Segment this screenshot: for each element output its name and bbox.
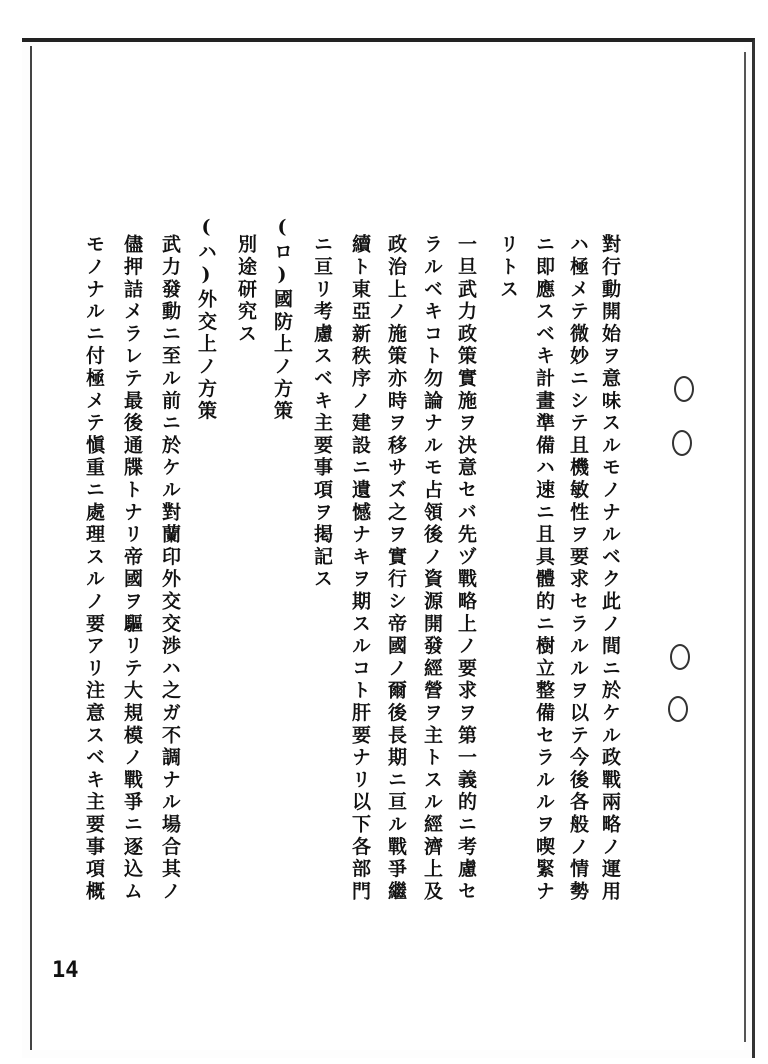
text-column-1: 對行動開始ヲ意味スルモノナルベク此ノ間ニ於ケル政戰兩略ノ運用 bbox=[599, 234, 621, 903]
text-column-7: 政治上ノ施策亦時ヲ移サズ之ヲ實行シ帝國ノ爾後長期ニ亘ル戰爭繼 bbox=[385, 234, 407, 903]
text-column-13: 武力發動ニ至ル前ニ於ケル對蘭印外交交渉ハ之ガ不調ナル場合其ノ bbox=[159, 234, 181, 903]
punch-hole-mark bbox=[672, 430, 692, 456]
punch-hole-mark bbox=[668, 696, 688, 722]
text-column-6: ラルベキコト勿論ナルモ占領後ノ資源開發經營ヲ主トスル經濟上及 bbox=[421, 234, 443, 903]
punch-hole-mark bbox=[674, 376, 694, 402]
text-column-5: 一旦武力政策實施ヲ決意セバ先ヅ戰略上ノ要求ヲ第一義的ニ考慮セ bbox=[455, 234, 477, 903]
document-page bbox=[30, 46, 744, 1050]
text-column-2: ハ極メテ微妙ニシテ且機敏性ヲ要求セラルルヲ以テ今後各般ノ情勢 bbox=[567, 234, 589, 903]
text-column-14: 儘押詰メラレテ最後通牒トナリ帝國ヲ驅リテ大規模ノ戰爭ニ逐込ム bbox=[121, 234, 143, 903]
page-number: 14 bbox=[52, 958, 79, 983]
section-heading-ha: (ハ)外交上ノ方策 bbox=[195, 216, 217, 423]
text-column-4: リトス bbox=[497, 234, 519, 301]
text-column-15: モノナルニ付極メテ愼重ニ處理スルノ要アリ注意スベキ主要事項概 bbox=[83, 234, 105, 903]
text-column-8: 續ト東亞新秩序ノ建設ニ遺憾ナキヲ期スルコト肝要ナリ以下各部門 bbox=[349, 234, 371, 903]
punch-hole-mark bbox=[670, 644, 690, 670]
text-column-3: ニ即應スベキ計畫準備ハ速ニ且具體的ニ樹立整備セラルルヲ喫緊ナ bbox=[533, 234, 555, 903]
text-column-11: 別途研究ス bbox=[235, 234, 257, 346]
page-stack-line bbox=[744, 52, 746, 1042]
section-heading-ro: (ロ)國防上ノ方策 bbox=[271, 216, 293, 423]
text-column-9: ニ亘リ考慮スベキ主要事項ヲ掲記ス bbox=[311, 234, 333, 591]
